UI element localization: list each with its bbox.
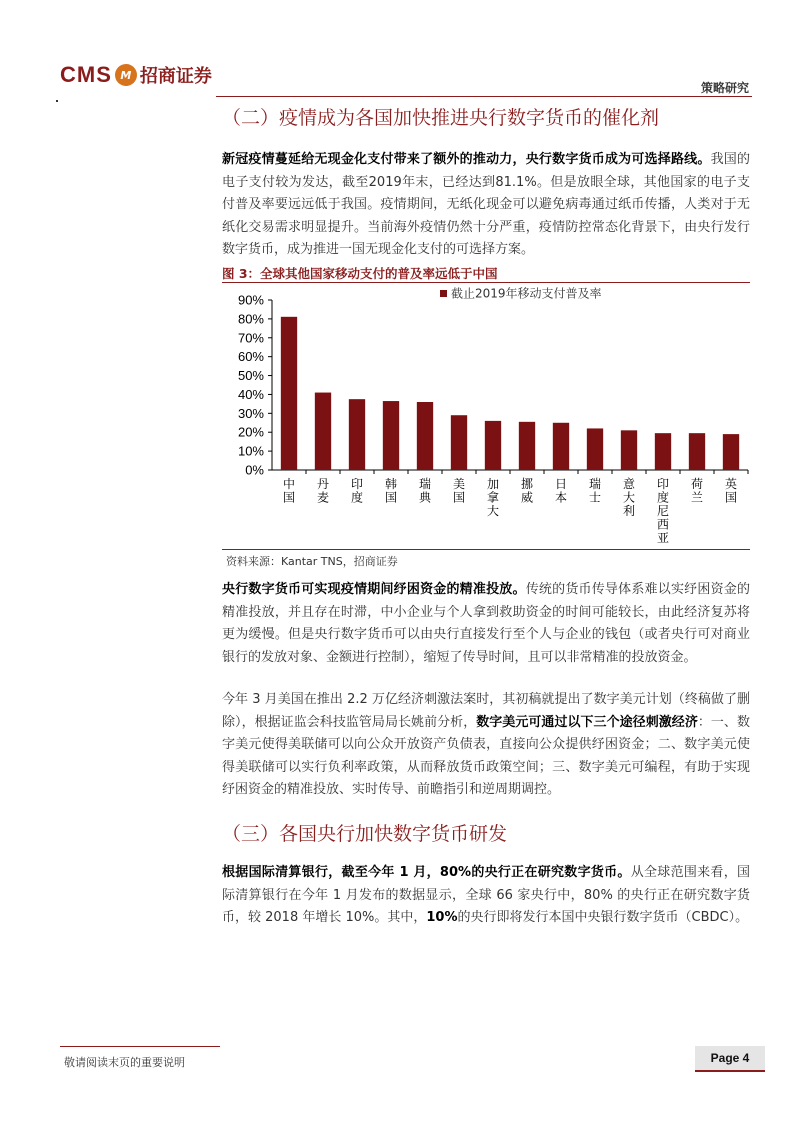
bar-3 (383, 401, 399, 470)
section3-body-2: 的央行即将发行本国中央银行数字货币（CBDC）。 (457, 910, 749, 925)
logo-badge-icon: M (115, 64, 137, 86)
section3-heading: （三）各国央行加快数字货币研发 (222, 823, 508, 845)
bar-12 (689, 433, 705, 470)
section2-paragraph-2 (222, 579, 750, 669)
y-tick-label: 10% (237, 443, 264, 459)
x-tick-label-7: 挪威 (520, 477, 534, 505)
legend-label: 截止2019年移动支付普及率 (451, 286, 602, 301)
y-tick-label: 70% (237, 330, 264, 346)
y-tick-label: 0% (245, 462, 264, 478)
header-divider (216, 96, 752, 97)
y-tick-label: 20% (237, 424, 264, 440)
bar-6 (485, 421, 501, 470)
x-tick-label-8: 日本 (554, 477, 568, 505)
paragraph-3-lead: 数字美元可通过以下三个途径刺激经济 (476, 714, 698, 730)
x-tick-label-11: 印度尼西亚 (656, 477, 670, 545)
bar-5 (451, 415, 467, 470)
chart-axes (268, 300, 748, 474)
paragraph-3-intro: 今年 3 月美国在推出 2.2 万亿经济刺激法案时，其初稿就提出了数字美元计划（终稿做了删除），根据证监会科技监管局局长姚前分析， (222, 692, 750, 730)
y-tick-label: 60% (237, 349, 264, 365)
section3-lead: 根据国际清算银行，截至今年 1 月，80%的央行正在研究数字货币。 (222, 865, 631, 880)
figure-source: 资料来源：Kantar TNS，招商证券 (226, 555, 398, 568)
figure-bottom-rule (222, 549, 750, 550)
y-tick-label: 30% (237, 405, 264, 421)
x-tick-label-0: 中国 (282, 477, 296, 505)
x-tick-label-13: 英国 (724, 477, 738, 505)
x-tick-label-10: 意大利 (622, 477, 636, 518)
bar-2 (349, 399, 365, 470)
paragraph-1-body: 我国的电子支付较为发达，截至2019年末，已经达到81.1%。但是放眼全球，其他国家的电子支付普及率要远远低于我国。疫情期间，无纸化现金可以避免病毒通过纸币传播，人类对于无纸化交易需求明显提升。当前海外疫情仍然十分严重，疫情防控常态化背景下，由央行发行数字货币，成为推进一国无现金化支付的可选择方案。 (222, 152, 750, 257)
chart-bars (281, 317, 739, 470)
footer-note: 敬请阅读末页的重要说明 (64, 1056, 185, 1069)
company-logo (60, 60, 212, 90)
x-tick-label-5: 美国 (452, 477, 466, 505)
section2-paragraph-1 (222, 149, 750, 262)
section3-paragraph-1 (222, 862, 750, 930)
section2-paragraph-3 (222, 689, 750, 802)
x-tick-label-1: 丹麦 (316, 477, 330, 505)
bar-0 (281, 317, 297, 470)
header-dot (56, 100, 58, 102)
paragraph-2-body: 传统的货币传导体系难以实纾困资金的精准投放，并且存在时滞，中小企业与个人拿到救助资金的时间可能较长，由此经济复苏将更为缓慢。但是央行数字货币可以由央行直接发行至个人与企业的钱包（或者央行可对商业银行的发放对象、金额进行控制），缩短了传导时间，且可以非常精准的投放资金。 (222, 582, 750, 665)
paragraph-2-lead: 央行数字货币可实现疫情期间纾困资金的精准投放。 (222, 582, 526, 597)
x-tick-label-3: 韩国 (384, 477, 398, 505)
bar-4 (417, 402, 433, 470)
section2-heading: （二）疫情成为各国加快推进央行数字货币的催化剂 (222, 107, 660, 129)
y-tick-label: 40% (237, 386, 264, 402)
x-tick-label-2: 印度 (350, 477, 364, 505)
bar-1 (315, 393, 331, 470)
footer-divider (60, 1046, 220, 1047)
x-tick-label-4: 瑞典 (418, 477, 432, 505)
bar-13 (723, 434, 739, 470)
report-category: 策略研究 (700, 81, 749, 95)
y-tick-labels (238, 293, 264, 478)
x-tick-label-12: 荷兰 (690, 477, 704, 505)
bar-7 (519, 422, 535, 470)
mobile-payment-chart (222, 282, 750, 548)
chart-legend (440, 286, 602, 301)
x-tick-label-9: 瑞士 (588, 477, 602, 505)
x-tick-label-6: 加拿大 (486, 477, 500, 518)
y-tick-label: 50% (237, 368, 264, 384)
y-tick-label: 90% (237, 292, 264, 308)
bar-10 (621, 430, 637, 470)
logo-cms-text: CMS (60, 62, 112, 87)
logo-cn-text: 招商证券 (139, 66, 212, 87)
bar-11 (655, 433, 671, 470)
bar-8 (553, 423, 569, 470)
y-tick-label: 80% (237, 311, 264, 327)
section3-body-1: 从全球范围来看，国际清算银行在今年 1 月发布的数据显示，全球 66 家央行中，80% 的央行正在研究数字货币，较 2018 年增长 10%。其中， (222, 865, 750, 925)
paragraph-3-body: ：一、数字美元使得美联储可以向公众开放资产负债表，直接向公众提供纾困资金；二、数字美元使得美联储可以实行负利率政策，从而释放货币政策空间；三、数字美元可编程，有助于实现纾困资金的精准投放、实时传导、前瞻指引和逆周期调控。 (222, 714, 750, 797)
paragraph-1-lead: 新冠疫情蔓延给无现金化支付带来了额外的推动力，央行数字货币成为可选择路线。 (222, 152, 711, 167)
bar-9 (587, 428, 603, 470)
x-tick-labels (283, 476, 737, 545)
page-number: Page 4 (695, 1046, 765, 1072)
figure-title: 图 3：全球其他国家移动支付的普及率远低于中国 (222, 266, 498, 281)
legend-swatch (440, 290, 447, 297)
section3-bold-figure: 10% (426, 910, 458, 925)
